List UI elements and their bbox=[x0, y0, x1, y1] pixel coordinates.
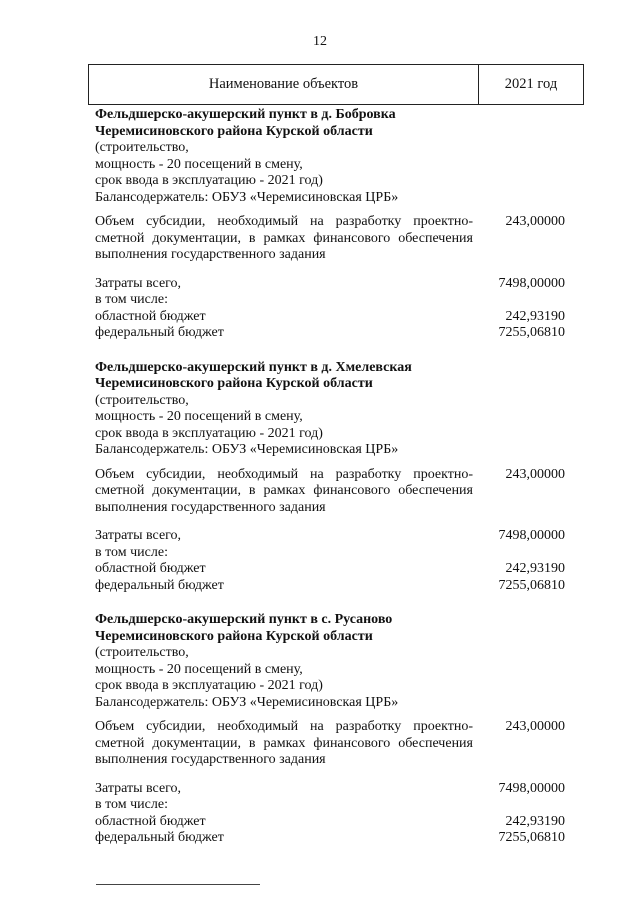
total-label: Затраты всего, bbox=[95, 275, 182, 291]
object-description-2: мощность - 20 посещений в смену, bbox=[95, 409, 303, 424]
object-description-2: мощность - 20 посещений в смену, bbox=[95, 661, 303, 677]
subsidy-label: Объем субсидии, необходимый на разработку проектно-сметной документации, в рамках финансового обеспечения выполнения государственного задания bbox=[95, 214, 473, 262]
regional-budget-value: 242,93190 bbox=[505, 308, 565, 324]
object-balance-holder: Балансодержатель: ОБУЗ «Черемисиновская ЦРБ» bbox=[95, 442, 399, 457]
federal-budget-label: федеральный бюджет bbox=[95, 577, 224, 593]
federal-budget-label: федеральный бюджет bbox=[95, 325, 224, 340]
federal-budget-row bbox=[95, 830, 565, 847]
total-value: 7498,00000 bbox=[498, 528, 565, 543]
total-label: Затраты всего, bbox=[95, 528, 182, 543]
object-title-line-1: Фельдшерско-акушерский пункт в с. Русаново bbox=[95, 612, 393, 627]
object-description-1: (строительство, bbox=[95, 392, 189, 408]
costs-section bbox=[95, 276, 565, 342]
object-title-line-1: Фельдшерско-акушерский пункт в д. Бобровка bbox=[95, 107, 396, 122]
object-description-1: (строительство, bbox=[95, 645, 189, 660]
header-name-column: Наименование объектов bbox=[89, 65, 479, 104]
object-title-line-2: Черемисиновского района Курской области bbox=[95, 123, 373, 139]
object-title-line-1: Фельдшерско-акушерский пункт в д. Хмелевская bbox=[95, 359, 412, 375]
object-description-2: мощность - 20 посещений в смену, bbox=[95, 156, 303, 172]
including-row bbox=[95, 797, 565, 814]
federal-budget-value: 7255,06810 bbox=[498, 325, 565, 340]
subsidy-value: 243,00000 bbox=[505, 719, 565, 734]
regional-budget-label: областной бюджет bbox=[95, 561, 206, 576]
regional-budget-value: 242,93190 bbox=[505, 813, 565, 829]
costs-section bbox=[95, 528, 565, 594]
federal-budget-label: федеральный бюджет bbox=[95, 830, 224, 845]
federal-budget-value: 7255,06810 bbox=[498, 830, 565, 845]
including-label: в том числе: bbox=[95, 544, 168, 560]
regional-budget-label: областной бюджет bbox=[95, 308, 206, 324]
subsidy-row bbox=[95, 467, 565, 517]
subsidy-row bbox=[95, 214, 565, 264]
object-description-3: срок ввода в эксплуатацию - 2021 год) bbox=[95, 425, 323, 441]
object-balance-holder: Балансодержатель: ОБУЗ «Черемисиновская ЦРБ» bbox=[95, 189, 399, 205]
object-description-1: (строительство, bbox=[95, 140, 189, 155]
objects-list bbox=[95, 107, 565, 865]
regional-budget-row bbox=[95, 561, 565, 578]
total-row bbox=[95, 276, 565, 293]
federal-budget-row bbox=[95, 578, 565, 595]
costs-section bbox=[95, 781, 565, 847]
federal-budget-row bbox=[95, 325, 565, 342]
object-title-line-2: Черемисиновского района Курской области bbox=[95, 628, 373, 644]
total-row bbox=[95, 528, 565, 545]
subsidy-label: Объем субсидии, необходимый на разработку проектно-сметной документации, в рамках финансового обеспечения выполнения государственного задания bbox=[95, 719, 473, 767]
table-header bbox=[88, 64, 584, 105]
total-label: Затраты всего, bbox=[95, 780, 182, 796]
object-title-line-2: Черемисиновского района Курской области bbox=[95, 376, 373, 391]
regional-budget-value: 242,93190 bbox=[505, 561, 565, 576]
including-row bbox=[95, 292, 565, 309]
header-year-column: 2021 год bbox=[504, 76, 558, 92]
object-balance-holder: Балансодержатель: ОБУЗ «Черемисиновская ЦРБ» bbox=[95, 694, 399, 710]
object-description-3: срок ввода в эксплуатацию - 2021 год) bbox=[95, 678, 323, 693]
object-block bbox=[95, 612, 565, 847]
including-label: в том числе: bbox=[95, 797, 168, 812]
object-description-3: срок ввода в эксплуатацию - 2021 год) bbox=[95, 173, 323, 188]
object-block bbox=[95, 360, 565, 595]
regional-budget-label: областной бюджет bbox=[95, 813, 206, 829]
page-number: 12 bbox=[313, 34, 327, 49]
subsidy-label: Объем субсидии, необходимый на разработку проектно-сметной документации, в рамках финансового обеспечения выполнения государственного задания bbox=[95, 466, 473, 515]
regional-budget-row bbox=[95, 814, 565, 831]
object-block bbox=[95, 107, 565, 342]
subsidy-row bbox=[95, 719, 565, 769]
total-value: 7498,00000 bbox=[498, 780, 565, 796]
footer-divider bbox=[96, 884, 260, 885]
regional-budget-row bbox=[95, 309, 565, 326]
subsidy-value: 243,00000 bbox=[505, 214, 565, 229]
federal-budget-value: 7255,06810 bbox=[498, 577, 565, 593]
including-row bbox=[95, 545, 565, 562]
subsidy-value: 243,00000 bbox=[505, 466, 565, 482]
total-value: 7498,00000 bbox=[498, 275, 565, 291]
total-row bbox=[95, 781, 565, 798]
including-label: в том числе: bbox=[95, 292, 168, 307]
